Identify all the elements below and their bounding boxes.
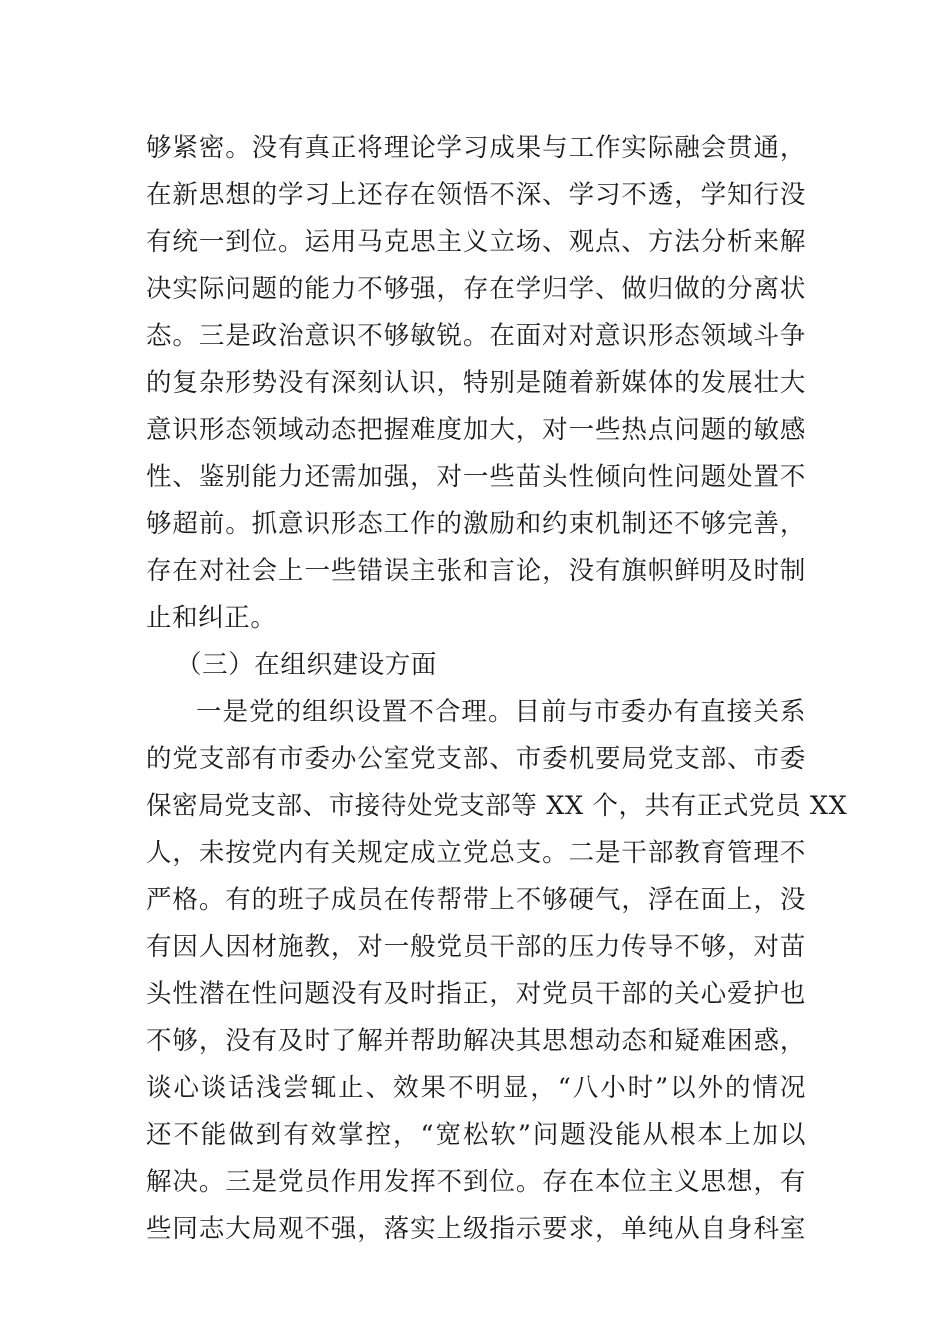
- body-text-line: 保密局党支部、市接待处党支部等 XX 个，共有正式党员 XX: [146, 791, 848, 821]
- body-text-line: 有统一到位。运用马克思主义立场、观点、方法分析来解: [146, 227, 806, 257]
- body-text-line: 决实际问题的能力不够强，存在学归学、做归做的分离状: [146, 274, 806, 304]
- body-text-line: 解决。三是党员作用发挥不到位。存在本位主义思想，有: [146, 1167, 806, 1197]
- body-text-line: 头性潜在性问题没有及时指正，对党员干部的关心爱护也: [146, 979, 806, 1009]
- body-text-line: 些同志大局观不强，落实上级指示要求，单纯从自身科室: [146, 1214, 806, 1244]
- body-text-line: 够紧密。没有真正将理论学习成果与工作实际融会贯通，: [146, 133, 806, 163]
- body-text-line: 在新思想的学习上还存在领悟不深、学习不透，学知行没: [146, 180, 806, 210]
- body-text-line: 止和纠正。: [146, 603, 277, 633]
- body-text-line: 存在对社会上一些错误主张和言论，没有旗帜鲜明及时制: [146, 556, 806, 586]
- body-text-line: 性、鉴别能力还需加强，对一些苗头性倾向性问题处置不: [146, 462, 806, 492]
- body-text-line: 还不能做到有效掌控，“宽松软”问题没能从根本上加以: [146, 1120, 806, 1150]
- body-text-line: 不够，没有及时了解并帮助解决其思想动态和疑难困惑，: [146, 1026, 806, 1056]
- section-heading: （三）在组织建设方面: [176, 650, 438, 680]
- body-text-line: 态。三是政治意识不够敏锐。在面对对意识形态领域斗争: [146, 321, 806, 351]
- body-text-line: 的复杂形势没有深刻认识，特别是随着新媒体的发展壮大: [146, 368, 806, 398]
- body-text-line: 人，未按党内有关规定成立党总支。二是干部教育管理不: [146, 838, 806, 868]
- body-text-line: 有因人因材施教，对一般党员干部的压力传导不够，对苗: [146, 932, 806, 962]
- body-text-line: 够超前。抓意识形态工作的激励和约束机制还不够完善，: [146, 509, 806, 539]
- body-text-line: 一是党的组织设置不合理。目前与市委办有直接关系: [196, 697, 806, 727]
- body-text-line: 谈心谈话浅尝辄止、效果不明显，“八小时”以外的情况: [146, 1073, 806, 1103]
- body-text-line: 意识形态领域动态把握难度加大，对一些热点问题的敏感: [146, 415, 806, 445]
- body-text-line: 严格。有的班子成员在传帮带上不够硬气，浮在面上，没: [146, 885, 806, 915]
- body-text-line: 的党支部有市委办公室党支部、市委机要局党支部、市委: [146, 744, 806, 774]
